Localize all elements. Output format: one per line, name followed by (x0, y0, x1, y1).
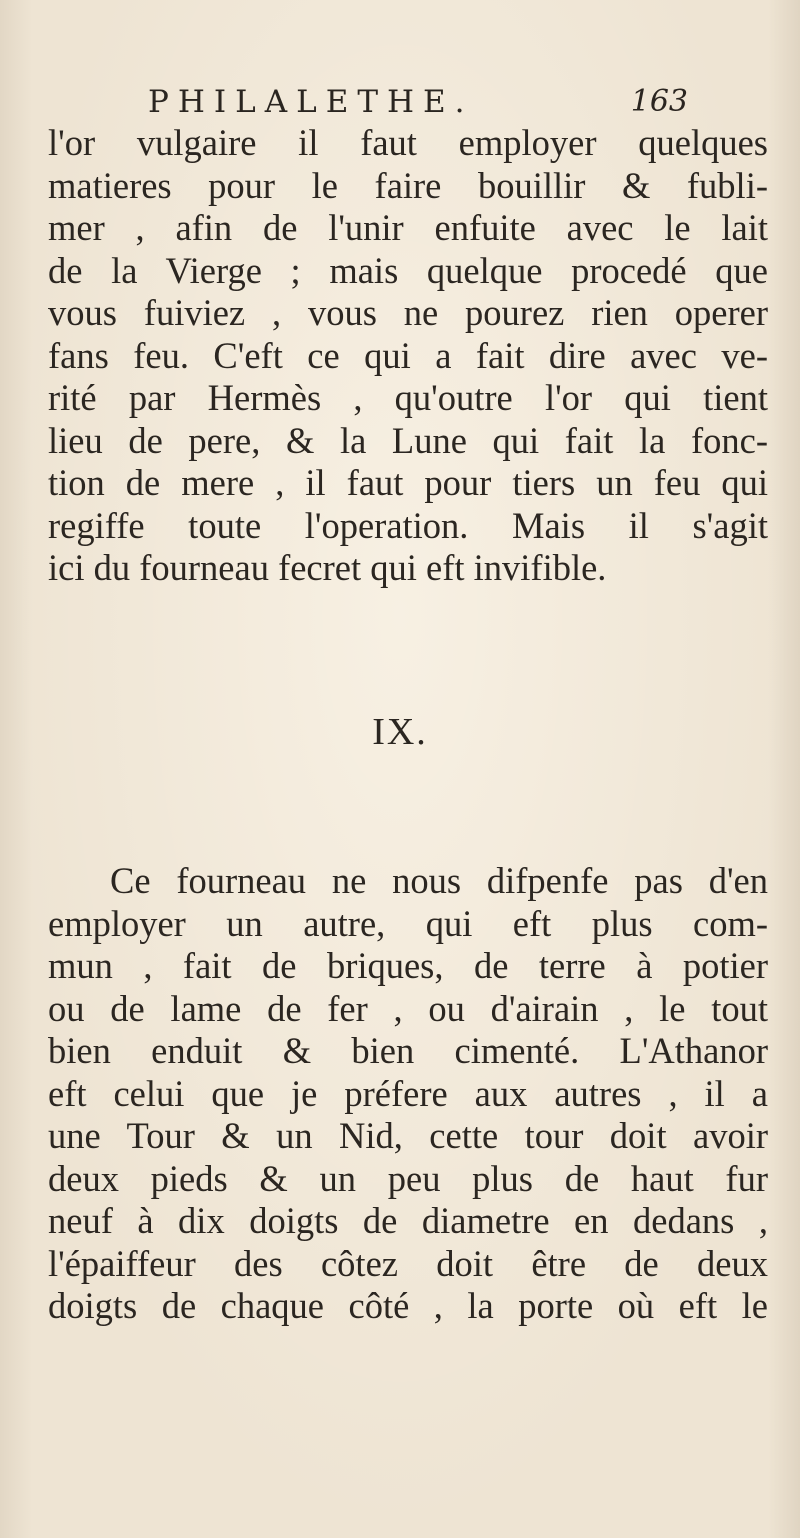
text-line: ici du fourneau fecret qui eft invifible. (48, 547, 607, 588)
text-line: une Tour & un Nid, cette tour doit avoir (48, 1115, 768, 1156)
text-line: mun , fait de briques, de terre à potier (48, 945, 768, 986)
text-line: ou de lame de fer , ou d'airain , le tout (48, 987, 768, 1029)
text-line: employer un autre, qui eft plus com- (48, 902, 768, 944)
text-line: Ce fourneau ne nous difpenfe pas d'en (110, 860, 768, 901)
paragraph-2 (48, 860, 768, 1328)
text-line: fans feu. C'eft ce qui a fait dire avec ve- (48, 334, 768, 376)
text-line: matieres pour le faire bouillir & fubli- (48, 164, 768, 206)
page-number: 163 (630, 84, 688, 119)
text-line: mer , afin de l'unir enfuite avec le lait (48, 207, 768, 248)
paragraph-1 (48, 122, 768, 590)
text-line: lieu de pere, & la Lune qui fait la fonc- (48, 419, 768, 461)
text-line: deux pieds & un peu plus de haut fur (48, 1157, 768, 1199)
section-heading: IX. (372, 711, 428, 753)
running-head (148, 78, 688, 126)
text-line: eft celui que je préfere aux autres , il a (48, 1072, 768, 1114)
text-line: l'épaiffeur des côtez doit être de deux (48, 1242, 768, 1284)
text-line: rité par Hermès , qu'outre l'or qui tient (48, 377, 768, 418)
text-line: neuf à dix doigts de diametre en dedans , (48, 1200, 768, 1241)
text-line: bien enduit & bien cimenté. L'Athanor (48, 1030, 768, 1071)
text-line: vous fuiviez , vous ne pourez rien operer (48, 292, 768, 333)
text-line: doigts de chaque côté , la porte où eft le (48, 1285, 768, 1326)
text-line: regiffe toute l'operation. Mais il s'agit (48, 504, 768, 546)
text-line: de la Vierge ; mais quelque procedé que (48, 249, 768, 291)
text-line: tion de mere , il faut pour tiers un feu qui (48, 462, 768, 503)
text-line: l'or vulgaire il faut employer quelques (48, 122, 768, 163)
running-title: PHILALETHE. (148, 84, 474, 120)
